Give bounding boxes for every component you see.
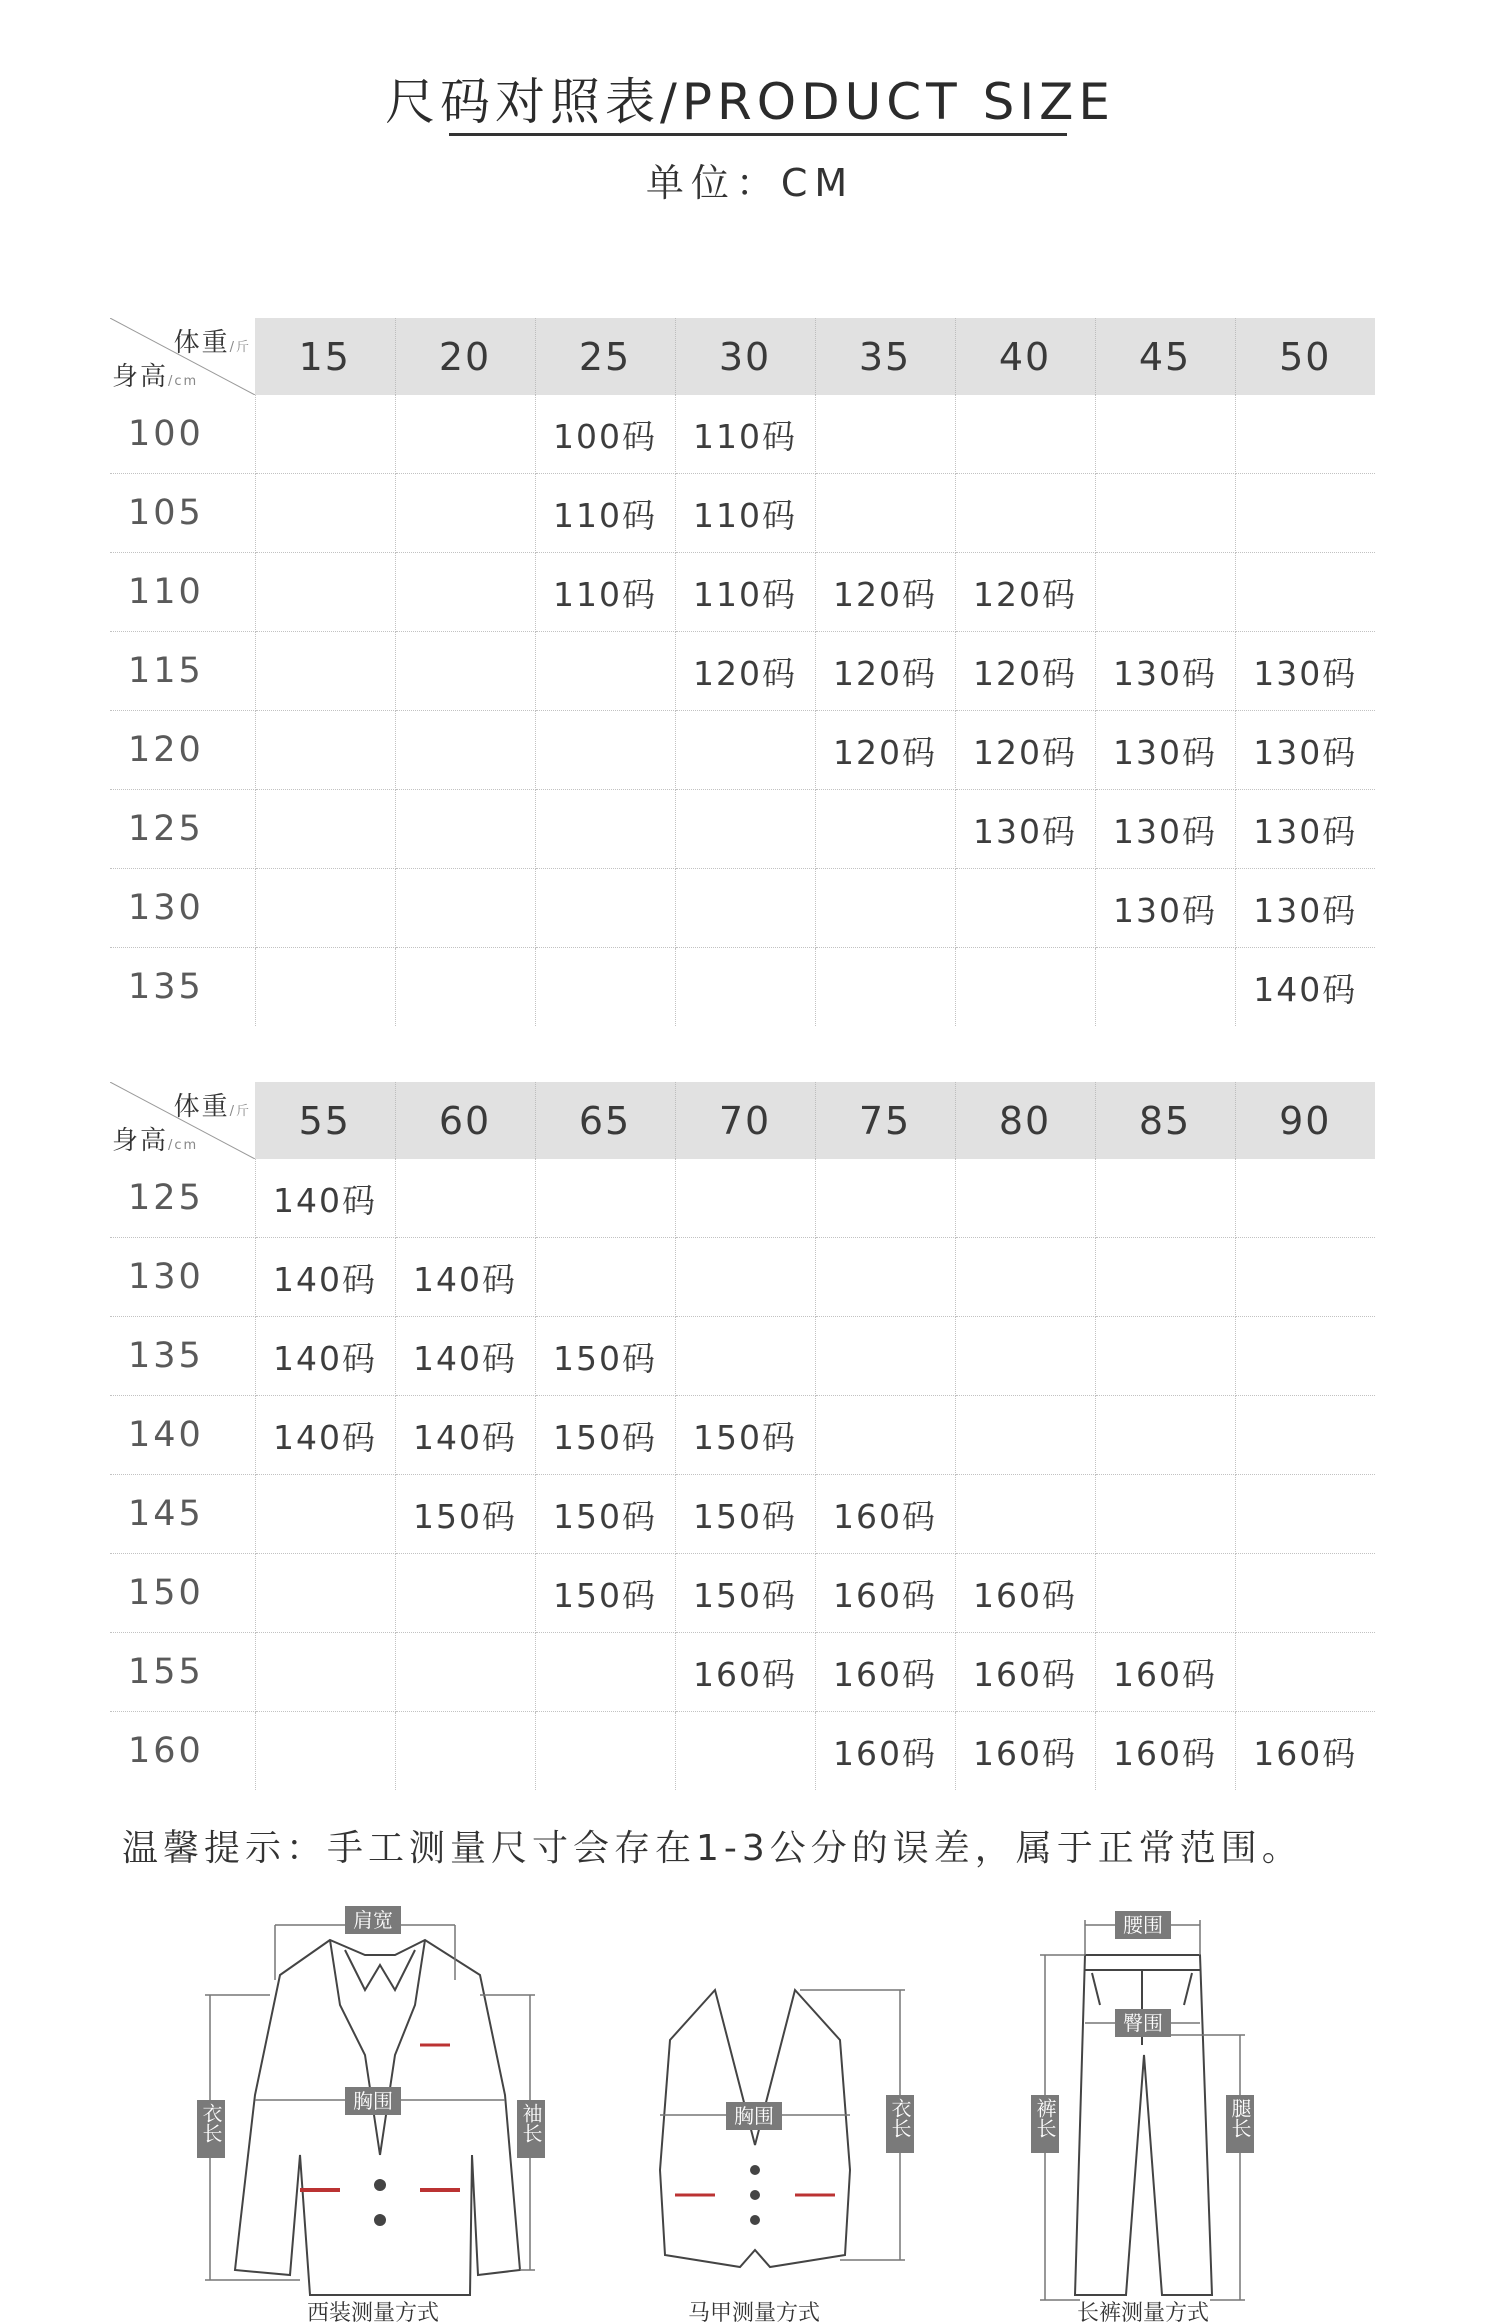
size-cell <box>1095 1554 1235 1633</box>
size-cell: 130码 <box>1235 632 1375 711</box>
vest-labels <box>688 2095 914 2322</box>
suit-lapels <box>330 1940 425 2155</box>
height-cell: 140 <box>110 1396 255 1475</box>
suit-sleeve-label: 袖长 <box>519 2103 543 2143</box>
size-cell: 150码 <box>535 1475 675 1554</box>
size-cell <box>1095 474 1235 553</box>
pants-diagram <box>1040 1920 1245 2300</box>
size-cell <box>1095 1396 1235 1475</box>
pants-leg-label: 腿长 <box>1228 2098 1252 2138</box>
measurement-diagrams <box>0 1895 1500 2322</box>
size-cell <box>1095 395 1235 474</box>
size-cell <box>1235 474 1375 553</box>
table-corner-cell <box>110 1082 255 1159</box>
size-cell <box>1235 1633 1375 1712</box>
table-row <box>110 869 1375 948</box>
size-cell <box>1235 1238 1375 1317</box>
size-cell: 130码 <box>1095 632 1235 711</box>
size-cell: 150码 <box>535 1554 675 1633</box>
size-cell <box>255 790 395 869</box>
size-cell: 140码 <box>255 1238 395 1317</box>
size-cell <box>955 395 1095 474</box>
size-cell <box>1235 1554 1375 1633</box>
size-cell: 150码 <box>675 1475 815 1554</box>
table-row <box>110 1554 1375 1633</box>
pants-outline <box>1075 1955 1212 2295</box>
size-cell: 130码 <box>1095 711 1235 790</box>
pants-caption: 长裤测量方式 <box>1076 2301 1210 2322</box>
size-cell <box>395 790 535 869</box>
vest-button <box>751 2166 759 2174</box>
size-cell <box>255 948 395 1027</box>
table-row <box>110 632 1375 711</box>
vest-caption: 马甲测量方式 <box>687 2301 821 2322</box>
size-cell <box>535 1712 675 1791</box>
size-table-1 <box>110 318 1375 1026</box>
table-row <box>110 790 1375 869</box>
size-cell <box>675 1159 815 1238</box>
size-cell <box>675 711 815 790</box>
suit-length-label: 衣长 <box>199 2103 223 2143</box>
weight-header: 90 <box>1235 1082 1375 1159</box>
height-cell: 125 <box>110 1159 255 1238</box>
size-cell <box>815 1317 955 1396</box>
size-cell: 110码 <box>675 553 815 632</box>
height-cell: 130 <box>110 1238 255 1317</box>
height-axis-label: 身高/cm <box>112 362 199 392</box>
vest-length-label: 衣长 <box>888 2098 912 2138</box>
size-cell: 130码 <box>1235 869 1375 948</box>
size-cell: 120码 <box>955 711 1095 790</box>
size-cell: 120码 <box>815 711 955 790</box>
suit-button <box>375 2215 385 2225</box>
size-cell <box>395 1159 535 1238</box>
size-cell <box>535 1633 675 1712</box>
suit-outline <box>235 1940 520 2295</box>
size-cell: 100码 <box>535 395 675 474</box>
size-cell <box>675 1238 815 1317</box>
size-cell: 130码 <box>1235 711 1375 790</box>
height-cell: 160 <box>110 1712 255 1791</box>
height-cell: 130 <box>110 869 255 948</box>
size-cell: 150码 <box>395 1475 535 1554</box>
page-title: 尺码对照表/PRODUCT SIZE <box>385 73 1115 131</box>
size-cell <box>255 869 395 948</box>
size-cell <box>815 948 955 1027</box>
weight-axis-label: 体重/斤 <box>173 1092 251 1122</box>
vest-button <box>751 2191 759 2199</box>
table-row <box>110 1159 1375 1238</box>
size-cell: 160码 <box>955 1633 1095 1712</box>
vest-chest-label: 胸围 <box>734 2104 774 2128</box>
size-cell <box>1235 553 1375 632</box>
size-cell: 150码 <box>535 1317 675 1396</box>
suit-caption: 西装测量方式 <box>306 2301 440 2322</box>
size-cell <box>255 1712 395 1791</box>
size-cell <box>255 395 395 474</box>
size-cell: 150码 <box>675 1396 815 1475</box>
size-cell <box>535 790 675 869</box>
size-cell <box>395 1633 535 1712</box>
size-cell: 150码 <box>535 1396 675 1475</box>
weight-header: 70 <box>675 1082 815 1159</box>
size-cell <box>1235 1317 1375 1396</box>
weight-header: 40 <box>955 318 1095 395</box>
suit-shoulder-label: 肩宽 <box>353 1908 393 1932</box>
height-cell: 125 <box>110 790 255 869</box>
vest-button <box>751 2216 759 2224</box>
size-cell: 130码 <box>955 790 1095 869</box>
size-cell <box>255 632 395 711</box>
vest-guides <box>660 1990 905 2260</box>
size-cell: 160码 <box>815 1712 955 1791</box>
size-cell <box>255 1633 395 1712</box>
size-cell: 150码 <box>675 1554 815 1633</box>
table-row <box>110 1712 1375 1791</box>
size-cell <box>675 790 815 869</box>
height-cell: 100 <box>110 395 255 474</box>
size-cell <box>395 1554 535 1633</box>
size-cell <box>1095 1159 1235 1238</box>
size-cell <box>395 395 535 474</box>
weight-header: 65 <box>535 1082 675 1159</box>
weight-header: 20 <box>395 318 535 395</box>
size-cell <box>1095 1475 1235 1554</box>
size-cell: 160码 <box>1253 1733 1358 1773</box>
size-cell <box>395 948 535 1027</box>
size-cell <box>815 1238 955 1317</box>
size-cell: 140码 <box>395 1238 535 1317</box>
size-cell <box>395 474 535 553</box>
size-cell: 140码 <box>255 1159 395 1238</box>
size-cell: 140码 <box>255 1396 395 1475</box>
size-cell <box>1235 1159 1375 1238</box>
height-axis-label: 身高/cm <box>112 1126 199 1156</box>
weight-header: 80 <box>955 1082 1095 1159</box>
size-cell: 160码 <box>815 1633 955 1712</box>
size-cell <box>535 1238 675 1317</box>
size-cell <box>1235 395 1375 474</box>
size-cell <box>395 632 535 711</box>
size-cell <box>395 1712 535 1791</box>
size-cell <box>1095 553 1235 632</box>
size-cell <box>955 1159 1095 1238</box>
size-cell <box>1095 948 1235 1027</box>
size-cell <box>815 474 955 553</box>
unit-label: 单位：CM <box>645 161 855 205</box>
table-row <box>110 1475 1375 1554</box>
size-cell: 120码 <box>815 632 955 711</box>
size-cell <box>1095 1317 1235 1396</box>
height-cell: 135 <box>110 948 255 1027</box>
size-cell <box>1095 1238 1235 1317</box>
vest-diagram <box>660 1990 905 2267</box>
weight-header: 60 <box>395 1082 535 1159</box>
pants-length-label: 裤长 <box>1033 2098 1057 2138</box>
height-cell: 110 <box>110 553 255 632</box>
table-row <box>110 395 1375 474</box>
size-cell <box>815 395 955 474</box>
suit-button <box>375 2180 385 2190</box>
size-cell <box>1235 1396 1375 1475</box>
size-cell: 120码 <box>675 632 815 711</box>
size-cell <box>675 1317 815 1396</box>
size-cell: 110码 <box>535 474 675 553</box>
table-row <box>110 474 1375 553</box>
size-cell: 140码 <box>1253 969 1358 1009</box>
size-cell <box>395 711 535 790</box>
size-cell <box>955 869 1095 948</box>
size-cell <box>255 1475 395 1554</box>
size-cell: 140码 <box>395 1396 535 1475</box>
size-cell <box>535 869 675 948</box>
size-cell <box>815 790 955 869</box>
size-cell <box>535 948 675 1027</box>
suit-chest-label: 胸围 <box>353 2089 393 2113</box>
size-cell <box>1235 1475 1375 1554</box>
height-cell: 150 <box>110 1554 255 1633</box>
size-cell <box>675 948 815 1027</box>
size-cell: 160码 <box>1095 1633 1235 1712</box>
table-header-row <box>110 1082 1375 1159</box>
size-cell <box>255 474 395 553</box>
height-cell: 105 <box>110 474 255 553</box>
size-cell <box>955 1475 1095 1554</box>
size-cell <box>535 711 675 790</box>
size-cell: 130码 <box>1095 869 1235 948</box>
size-cell <box>955 948 1095 1027</box>
measurement-tip: 温馨提示：手工测量尺寸会存在1-3公分的误差，属于正常范围。 <box>122 1828 1303 1869</box>
table-row <box>110 711 1375 790</box>
size-cell <box>955 1238 1095 1317</box>
size-cell: 160码 <box>675 1633 815 1712</box>
size-cell: 140码 <box>255 1317 395 1396</box>
size-cell: 160码 <box>955 1554 1095 1633</box>
table-row <box>110 553 1375 632</box>
size-cell: 110码 <box>535 553 675 632</box>
table-header-row <box>110 318 1375 395</box>
weight-header: 15 <box>255 318 395 395</box>
table-row <box>110 948 1375 1027</box>
size-cell: 130码 <box>1095 790 1235 869</box>
size-cell <box>255 711 395 790</box>
weight-header: 30 <box>675 318 815 395</box>
weight-header: 85 <box>1095 1082 1235 1159</box>
size-cell <box>955 1317 1095 1396</box>
size-cell: 110码 <box>675 474 815 553</box>
size-cell: 110码 <box>675 395 815 474</box>
title-underline <box>449 133 1067 136</box>
pants-waist-label: 腰围 <box>1123 1913 1163 1937</box>
table-corner-cell <box>110 318 255 395</box>
size-cell <box>815 1396 955 1475</box>
size-cell: 140码 <box>395 1317 535 1396</box>
size-cell: 130码 <box>1235 790 1375 869</box>
size-cell <box>395 869 535 948</box>
height-cell: 120 <box>110 711 255 790</box>
size-cell <box>675 1712 815 1791</box>
height-cell: 115 <box>110 632 255 711</box>
table-row <box>110 1396 1375 1475</box>
weight-axis-label: 体重/斤 <box>173 328 251 358</box>
size-cell: 160码 <box>815 1475 955 1554</box>
table-row <box>110 1238 1375 1317</box>
size-cell: 160码 <box>1095 1712 1235 1791</box>
weight-header: 25 <box>535 318 675 395</box>
weight-header: 45 <box>1095 318 1235 395</box>
size-cell <box>255 553 395 632</box>
height-cell: 145 <box>110 1475 255 1554</box>
size-cell: 120码 <box>955 553 1095 632</box>
suit-labels <box>197 1906 545 2322</box>
size-cell: 120码 <box>955 632 1095 711</box>
size-cell <box>815 1159 955 1238</box>
size-cell <box>535 632 675 711</box>
size-cell: 120码 <box>815 553 955 632</box>
pants-hip-label: 臀围 <box>1123 2011 1163 2035</box>
weight-header: 50 <box>1235 318 1375 395</box>
size-cell <box>255 1554 395 1633</box>
table-row <box>110 1317 1375 1396</box>
weight-header: 55 <box>255 1082 395 1159</box>
height-cell: 135 <box>110 1317 255 1396</box>
weight-header: 35 <box>815 318 955 395</box>
size-table-2 <box>110 1082 1375 1790</box>
size-cell <box>675 869 815 948</box>
height-cell: 155 <box>110 1633 255 1712</box>
size-cell: 160码 <box>815 1554 955 1633</box>
size-cell: 160码 <box>955 1712 1095 1791</box>
table-row <box>110 1633 1375 1712</box>
size-cell <box>535 1159 675 1238</box>
size-cell <box>395 553 535 632</box>
size-cell <box>955 1396 1095 1475</box>
weight-header: 75 <box>815 1082 955 1159</box>
size-cell <box>815 869 955 948</box>
size-cell <box>955 474 1095 553</box>
